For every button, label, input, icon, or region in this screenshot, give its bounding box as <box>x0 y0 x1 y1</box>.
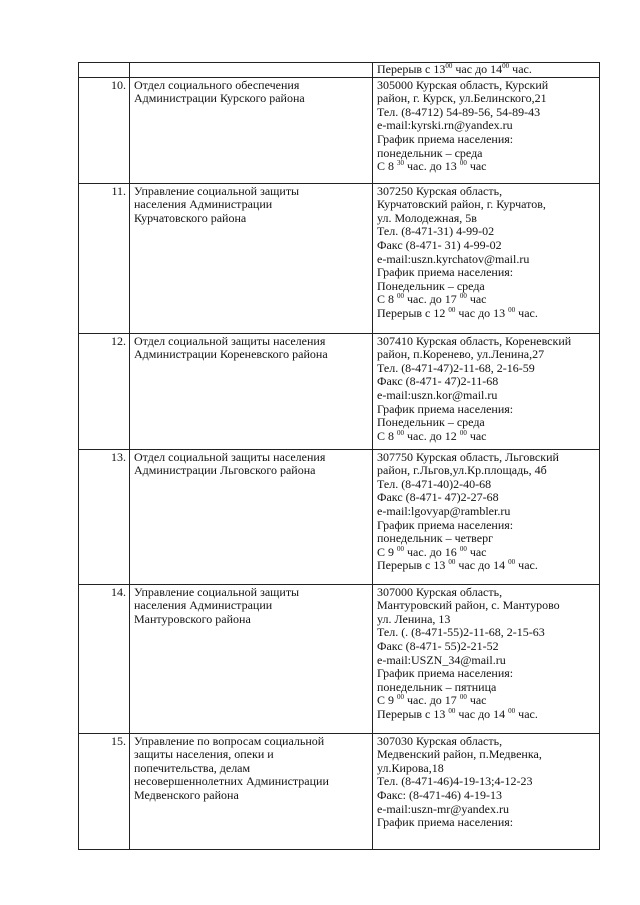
contacts-cell <box>373 449 600 584</box>
org-name-line: населения Администрации <box>134 598 273 613</box>
address-line: район, п.Коренево, ул.Ленина,27 <box>377 347 545 362</box>
address-line: район, г. Курск, ул.Белинского,21 <box>377 91 547 106</box>
schedule-days: понедельник – среда <box>377 145 483 160</box>
email-line: e-mail:uszn.kyrchatov@mail.ru <box>377 251 530 266</box>
org-name-line: защиты населения, опеки и <box>134 747 274 762</box>
table-row <box>79 584 600 733</box>
num-cell <box>79 63 130 78</box>
fax-line: Факс (8-471- 47)2-11-68 <box>377 374 499 389</box>
schedule-title: График приема населения: <box>377 131 514 146</box>
schedule-days: понедельник – пятница <box>377 679 497 694</box>
name-cell <box>130 63 373 78</box>
address-line: 305000 Курская область, Курский <box>377 77 549 92</box>
phone-line: Тел. (8-471-47)2-11-68, 2-16-59 <box>377 360 535 375</box>
schedule-hours: С 8 $^{00}$ час. до 12 $^{00}$ час <box>377 428 487 443</box>
schedule-hours: С 8 $^{30}$ час. до 13 $^{00}$ час <box>377 159 487 174</box>
contacts-cell <box>373 733 600 849</box>
contacts-cell <box>373 584 600 733</box>
phone-line: Тел. (8-471-40)2-40-68 <box>377 476 492 491</box>
address-line: 307750 Курская область, Льговский <box>377 449 559 464</box>
address-line: 307250 Курская область, <box>377 183 503 198</box>
break-line: Перерыв с 13 $^{00}$ час до 14 $^{00}$ час. <box>377 558 538 573</box>
org-name-line: Администрации Кореневского района <box>134 347 328 362</box>
org-name-line: Отдел социального обеспечения <box>134 77 300 92</box>
break-line: Перерыв с 13 $^{00}$ час до 14 $^{00}$ час. <box>377 706 538 721</box>
schedule-title: График приема населения: <box>377 265 514 280</box>
row-number: 15. <box>79 733 130 849</box>
org-name-line: Отдел социальной защиты населения <box>134 449 326 464</box>
address-line: Мантуровский район, с. Мантурово <box>377 598 560 613</box>
schedule-title: График приема населения: <box>377 666 514 681</box>
social-services-table <box>78 62 600 850</box>
org-name-line: Администрации Курского района <box>134 91 305 106</box>
row-number: 12. <box>79 333 130 449</box>
org-name-line: Управление социальной защиты <box>134 584 300 599</box>
fax-line: Факс (8-471- 31) 4-99-02 <box>377 237 502 252</box>
address-line: 307410 Курская область, Кореневский <box>377 333 572 348</box>
schedule-title: График приема населения: <box>377 401 514 416</box>
org-name-cell <box>130 333 373 449</box>
row-number: 11. <box>79 183 130 333</box>
org-name-line: Отдел социальной защиты населения <box>134 333 326 348</box>
fax-line: Факс: (8-471-46) 4-19-13 <box>377 787 502 802</box>
address-line: ул.Кирова,18 <box>377 760 444 775</box>
org-name-line: населения Администрации <box>134 197 273 212</box>
org-name-cell <box>130 733 373 849</box>
email-line: e-mail:uszn-mr@yandex.ru <box>377 801 510 816</box>
schedule-hours: С 8 $^{00}$ час. до 17 $^{00}$ час <box>377 292 487 307</box>
table-row <box>79 77 600 183</box>
address-line: Курчатовский район, г. Курчатов, <box>377 197 546 212</box>
email-line: e-mail:uszn.kor@mail.ru <box>377 387 498 402</box>
org-name-line: Администрации Льговского района <box>134 463 316 478</box>
org-name-line: Курчатовского района <box>134 210 247 225</box>
email-line: e-mail:lgovyap@rambler.ru <box>377 503 511 518</box>
phone-line: Тел. (8-471-46)4-19-13;4-12-23 <box>377 774 533 789</box>
email-line: e-mail:USZN_34@mail.ru <box>377 652 506 667</box>
org-name-line: Управление социальной защиты <box>134 183 300 198</box>
org-name-line: Мантуровского района <box>134 611 251 626</box>
table-row-continuation <box>79 63 600 78</box>
fax-line: Факс (8-471- 47)2-27-68 <box>377 490 499 505</box>
schedule-title: График приема населения: <box>377 815 514 830</box>
address-line: ул. Молодежная, 5в <box>377 210 477 225</box>
fax-line: Факс (8-471- 55)2-21-52 <box>377 638 499 653</box>
org-name-cell <box>130 77 373 183</box>
schedule-title: График приема населения: <box>377 517 514 532</box>
org-name-line: попечительства, делам <box>134 760 251 775</box>
contacts-cell <box>373 63 600 78</box>
org-name-cell <box>130 183 373 333</box>
phone-line: Тел. (. (8-471-55)2-11-68, 2-15-63 <box>377 625 545 640</box>
contacts-cell <box>373 183 600 333</box>
table-row <box>79 183 600 333</box>
table-row <box>79 733 600 849</box>
schedule-days: Понедельник – среда <box>377 278 485 293</box>
break-line: Перерыв с 12 $^{00}$ час до 13 $^{00}$ час. <box>377 305 538 320</box>
org-name-line: Медвенского района <box>134 787 239 802</box>
org-name-cell <box>130 449 373 584</box>
contacts-cell <box>373 77 600 183</box>
org-name-line: несовершеннолетних Администрации <box>134 774 329 789</box>
break-line: Перерыв с $13^{00}$ час до $14^{00}$ час. <box>377 62 532 76</box>
schedule-days: понедельник – четверг <box>377 531 494 546</box>
address-line: район, г.Льгов,ул.Кр.площадь, 4б <box>377 463 547 478</box>
address-line: 307030 Курская область, <box>377 733 503 748</box>
org-name-line: Управление по вопросам социальной <box>134 733 325 748</box>
row-number: 14. <box>79 584 130 733</box>
schedule-days: Понедельник – среда <box>377 415 485 430</box>
address-line: 307000 Курская область, <box>377 584 503 599</box>
org-name-cell <box>130 584 373 733</box>
address-line: ул. Ленина, 13 <box>377 611 451 626</box>
phone-line: Тел. (8-471-31) 4-99-02 <box>377 224 495 239</box>
schedule-hours: С 9 $^{00}$ час. до 17 $^{00}$ час <box>377 693 487 708</box>
email-line: e-mail:kyrski.rn@yandex.ru <box>377 118 513 133</box>
contacts-cell <box>373 333 600 449</box>
table-row <box>79 449 600 584</box>
table-row <box>79 333 600 449</box>
row-number: 13. <box>79 449 130 584</box>
phone-line: Тел. (8-4712) 54-89-56, 54-89-43 <box>377 104 541 119</box>
address-line: Медвенский район, п.Медвенка, <box>377 747 542 762</box>
row-number: 10. <box>79 77 130 183</box>
schedule-hours: С 9 $^{00}$ час. до 16 $^{00}$ час <box>377 544 487 559</box>
